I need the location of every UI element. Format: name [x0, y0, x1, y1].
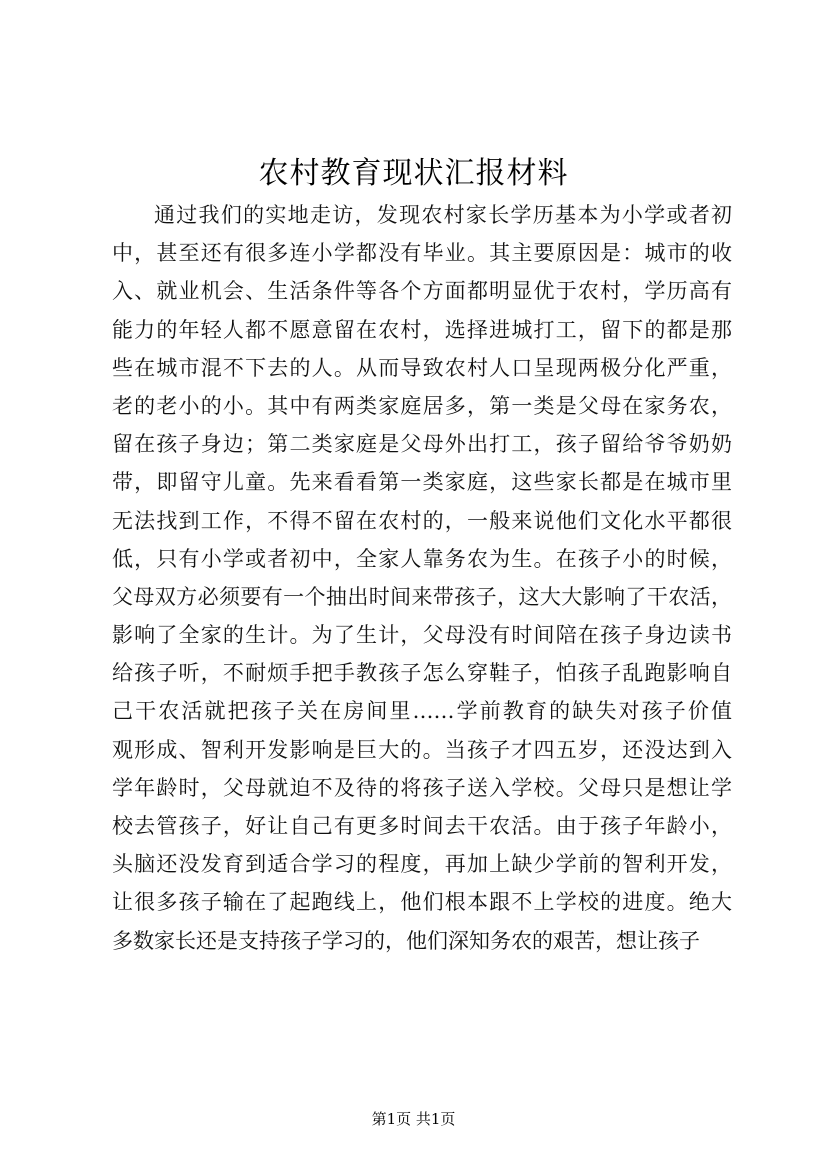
- text-line: 留在孩子身边；第二类家庭是父母外出打工，孩子留给爷爷奶奶: [112, 432, 732, 457]
- text-line: 观形成、智利开发影响是巨大的。当孩子才四五岁，还没达到入: [112, 737, 732, 762]
- document-title: 农村教育现状汇报材料: [258, 156, 569, 191]
- text-line: 己干农活就把孩子关在房间里……学前教育的缺失对孩子价值: [112, 699, 732, 724]
- text-line: 多数家长还是支持孩子学习的，他们深知务农的艰苦，想让孩子: [112, 928, 700, 953]
- text-line: 校去管孩子，好让自己有更多时间去干农活。由于孩子年龄小，: [112, 814, 732, 838]
- text-line: 让很多孩子输在了起跑线上，他们根本跟不上学校的进度。绝大: [112, 890, 732, 915]
- text-line: 入、就业机会、生活条件等各个方面都明显优于农村，学历高有: [112, 279, 732, 304]
- text-line: 无法找到工作，不得不留在农村的，一般来说他们文化水平都很: [112, 508, 732, 533]
- text-line: 能力的年轻人都不愿意留在农村，选择进城打工，留下的都是那: [112, 317, 732, 342]
- text-line: 低，只有小学或者初中，全家人靠务农为生。在孩子小的时候，: [112, 546, 732, 571]
- document-body: [112, 196, 732, 960]
- text-line: 带，即留守儿童。先来看看第一类家庭，这些家长都是在城市里: [112, 470, 732, 495]
- text-line: 学年龄时，父母就迫不及待的将孩子送入学校。父母只是想让学: [112, 775, 732, 800]
- text-line: 影响了全家的生计。为了生计，父母没有时间陪在孩子身边读书: [112, 623, 732, 648]
- text-line: 父母双方必须要有一个抽出时间来带孩子，这大大影响了干农活，: [112, 584, 732, 609]
- page-footer: 第1页 共1页: [371, 1110, 456, 1128]
- text-line: 给孩子听，不耐烦手把手教孩子怎么穿鞋子，怕孩子乱跑影响自: [112, 661, 732, 686]
- text-line: 些在城市混不下去的人。从而导致农村人口呈现两极分化严重，: [112, 355, 732, 380]
- text-line: 中，甚至还有很多连小学都没有毕业。其主要原因是：城市的收: [112, 241, 732, 266]
- text-line: 通过我们的实地走访，发现农村家长学历基本为小学或者初: [154, 203, 732, 227]
- text-line: 老的老小的小。其中有两类家庭居多，第一类是父母在家务农，: [112, 393, 732, 418]
- text-line: 头脑还没发育到适合学习的程度，再加上缺少学前的智利开发，: [112, 852, 732, 877]
